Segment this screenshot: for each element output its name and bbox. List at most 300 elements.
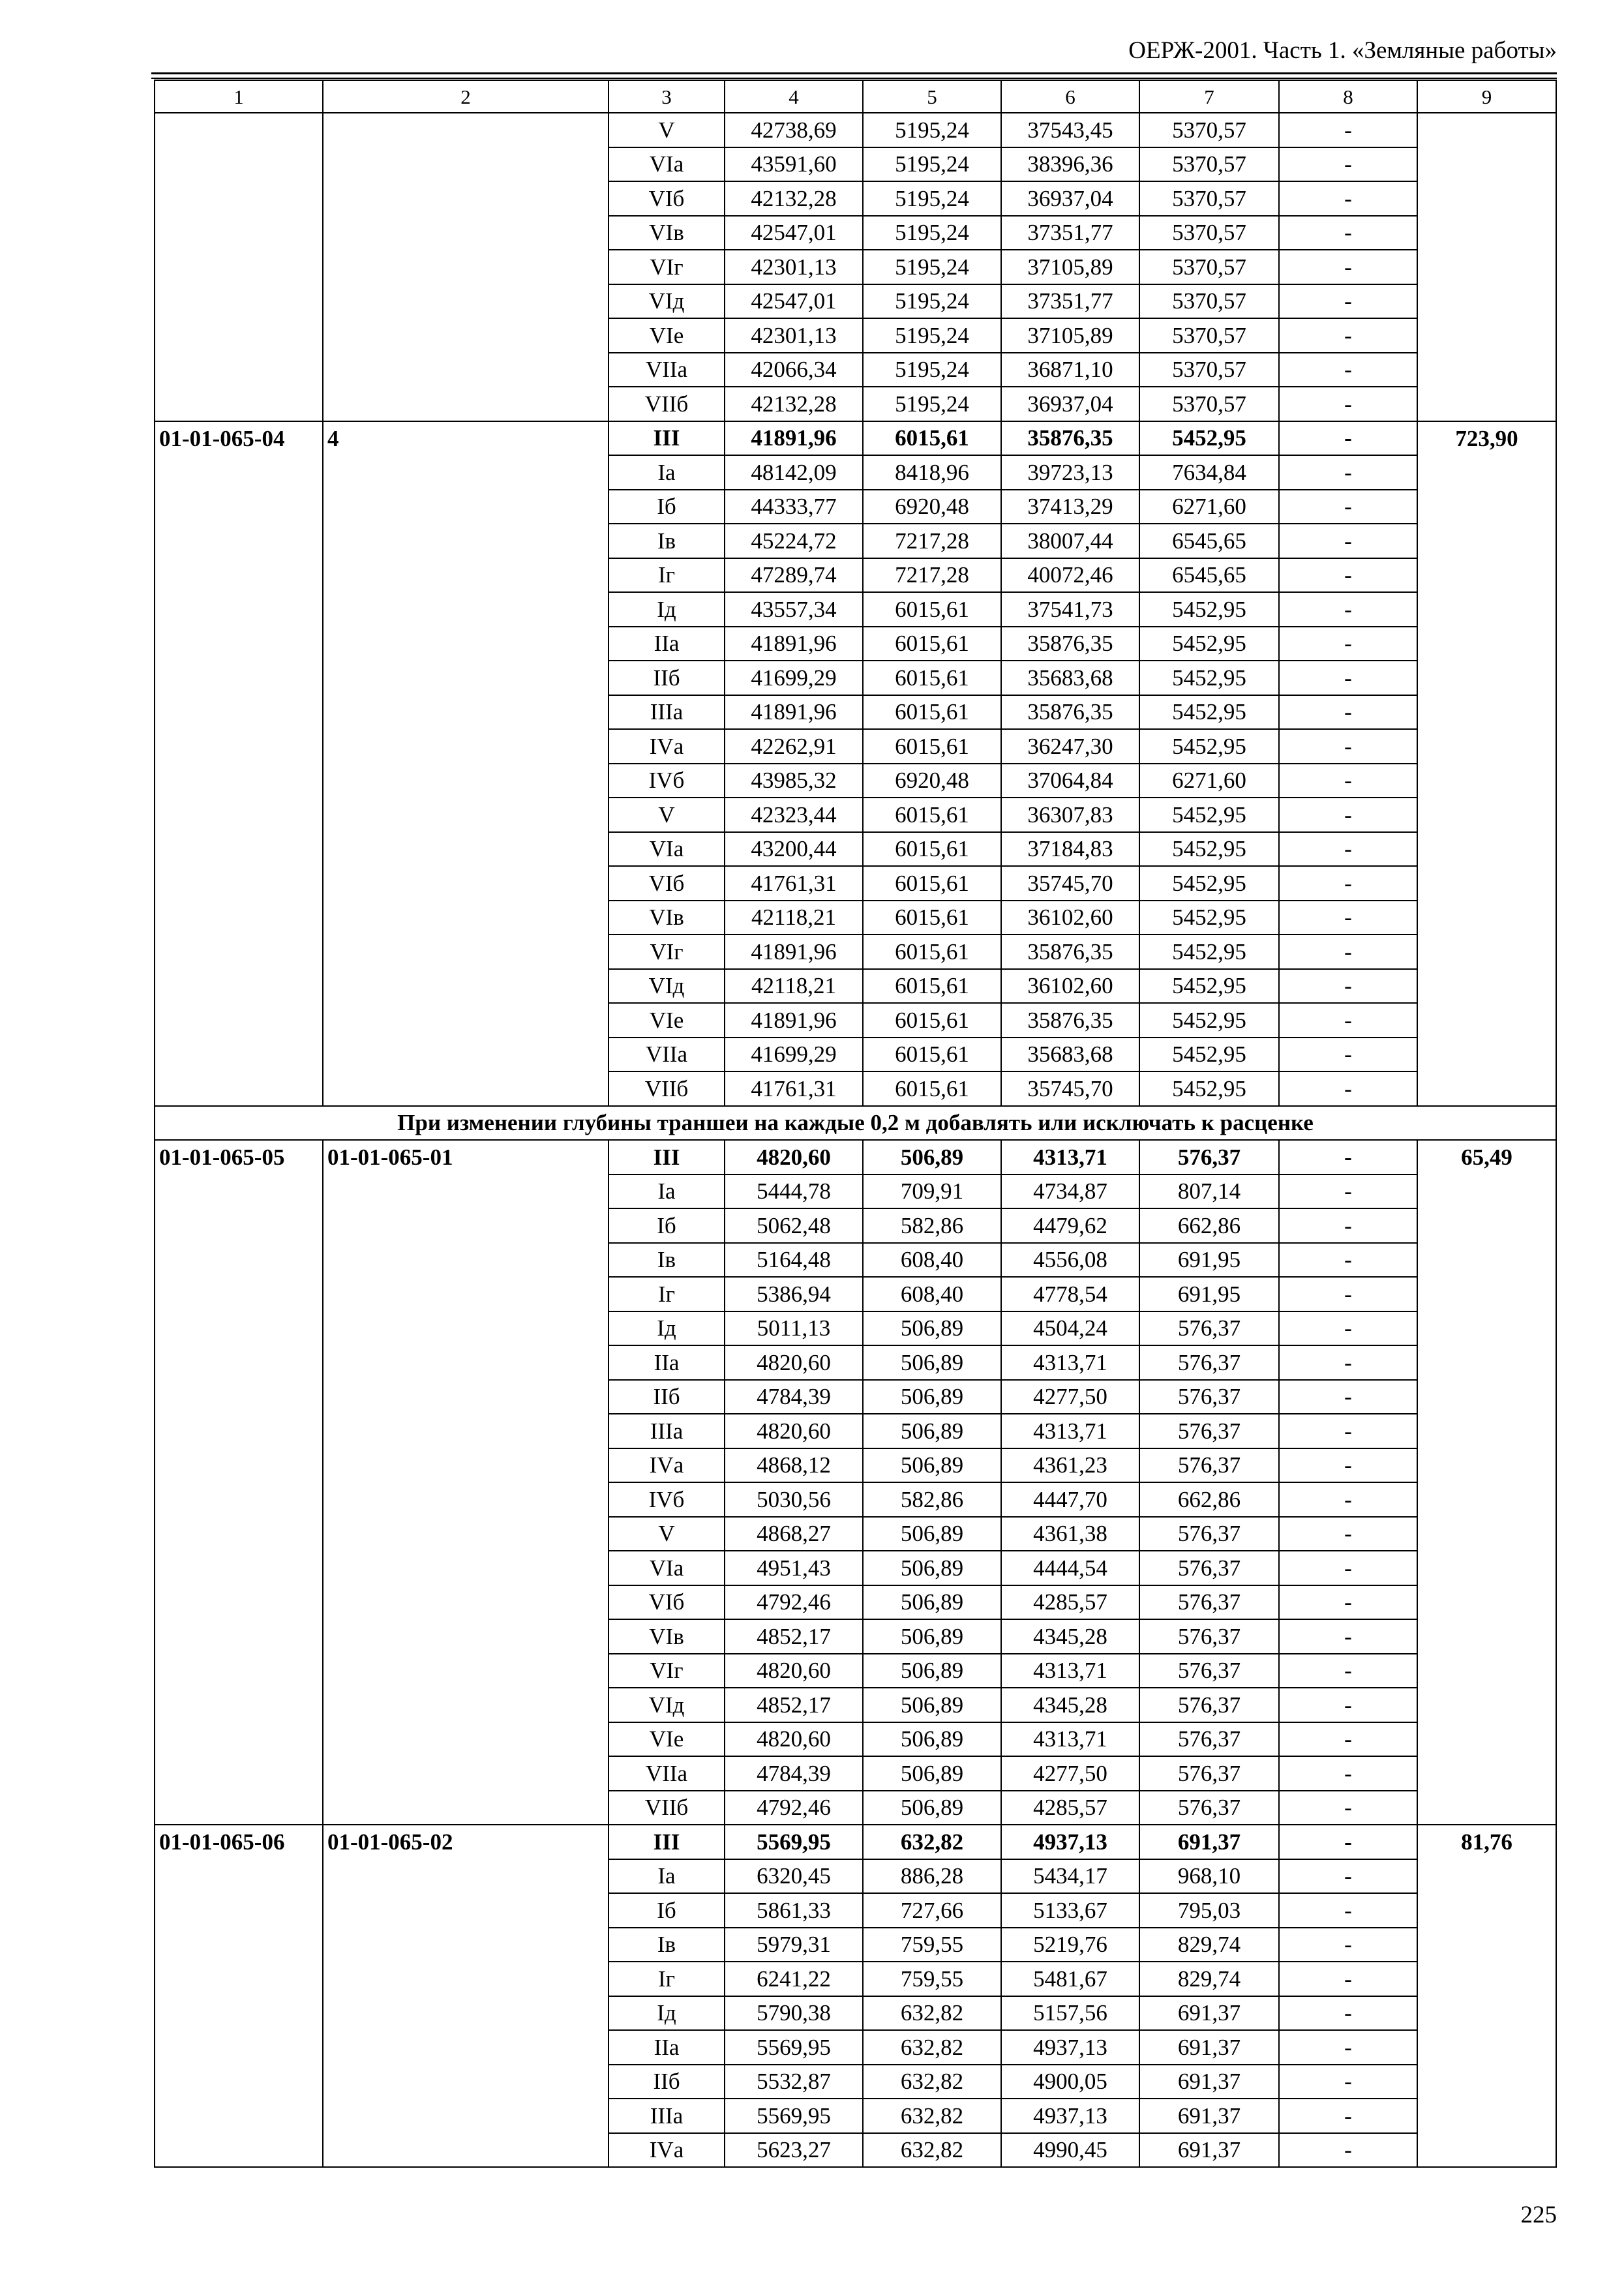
table-cell: 5370,57 [1139, 181, 1279, 216]
table-cell: - [1279, 1380, 1417, 1414]
table-cell: - [1279, 2133, 1417, 2168]
table-cell: 5195,24 [863, 387, 1001, 421]
table-cell: - [1279, 558, 1417, 593]
table-cell: 4556,08 [1001, 1243, 1139, 1278]
table-cell: 41699,29 [725, 661, 863, 695]
table-cell: 5370,57 [1139, 284, 1279, 319]
table-cell: VIа [609, 147, 725, 182]
table-cell: 727,66 [863, 1893, 1001, 1928]
table-cell: 36937,04 [1001, 181, 1139, 216]
table-cell: 35876,35 [1001, 695, 1139, 730]
table-cell: 5452,95 [1139, 866, 1279, 901]
table-cell: 43985,32 [725, 764, 863, 798]
table-cell: 35683,68 [1001, 1038, 1139, 1072]
table-cell: 4734,87 [1001, 1174, 1139, 1209]
table-cell: 36102,60 [1001, 969, 1139, 1004]
column-9-cell: 723,90 [1417, 421, 1556, 1106]
table-cell: 4778,54 [1001, 1277, 1139, 1311]
table-cell: 36871,10 [1001, 353, 1139, 387]
table-cell: 42118,21 [725, 901, 863, 935]
table-cell: 632,82 [863, 2030, 1001, 2065]
table-cell: 691,37 [1139, 2065, 1279, 2099]
table-cell: 7217,28 [863, 558, 1001, 593]
rate-code-cell [155, 113, 323, 421]
table-cell: VIб [609, 181, 725, 216]
table-cell: IIIа [609, 695, 725, 730]
table-cell: IIб [609, 1380, 725, 1414]
table-cell: - [1279, 798, 1417, 832]
table-cell: 506,89 [863, 1517, 1001, 1551]
table-cell: IIа [609, 2030, 725, 2065]
column-9-cell: 65,49 [1417, 1140, 1556, 1825]
table-cell: VIг [609, 935, 725, 969]
table-cell: Iа [609, 1859, 725, 1894]
table-cell: 6015,61 [863, 1003, 1001, 1038]
column-number-cell: 9 [1417, 80, 1556, 113]
table-cell: 5452,95 [1139, 798, 1279, 832]
table-cell: - [1279, 1654, 1417, 1688]
table-cell: - [1279, 2030, 1417, 2065]
table-cell: 5370,57 [1139, 113, 1279, 147]
table-cell: - [1279, 318, 1417, 353]
table-cell: VIв [609, 1619, 725, 1654]
table-cell: - [1279, 935, 1417, 969]
table-cell: 576,37 [1139, 1722, 1279, 1757]
table-cell: - [1279, 1311, 1417, 1346]
table-cell: 36937,04 [1001, 387, 1139, 421]
rate-basis-cell: 4 [323, 421, 609, 1106]
table-cell: 5195,24 [863, 113, 1001, 147]
table-cell: 4345,28 [1001, 1619, 1139, 1654]
table-cell: VIв [609, 901, 725, 935]
table-cell: VIе [609, 318, 725, 353]
table-cell: 42738,69 [725, 113, 863, 147]
table-cell: 35745,70 [1001, 866, 1139, 901]
table-cell: 4937,13 [1001, 2099, 1139, 2133]
table-cell: 5452,95 [1139, 695, 1279, 730]
table-cell: 576,37 [1139, 1380, 1279, 1414]
table-cell: 4285,57 [1001, 1585, 1139, 1620]
table-cell: - [1279, 1585, 1417, 1620]
table-cell: 6241,22 [725, 1962, 863, 1996]
table-cell: 4444,54 [1001, 1551, 1139, 1585]
table-cell: 691,37 [1139, 2099, 1279, 2133]
table-cell: 886,28 [863, 1859, 1001, 1894]
table-cell: 582,86 [863, 1208, 1001, 1243]
column-number-cell: 2 [323, 80, 609, 113]
table-cell: 576,37 [1139, 1517, 1279, 1551]
table-cell: 41761,31 [725, 1071, 863, 1106]
table-cell: - [1279, 1482, 1417, 1517]
table-cell: 4504,24 [1001, 1311, 1139, 1346]
table-cell: 4313,71 [1001, 1140, 1139, 1174]
table-cell: 37105,89 [1001, 318, 1139, 353]
table-cell: 4820,60 [725, 1722, 863, 1757]
table-cell: 42118,21 [725, 969, 863, 1004]
table-cell: 506,89 [863, 1448, 1001, 1483]
table-cell: VIа [609, 832, 725, 867]
table-cell: 608,40 [863, 1243, 1001, 1278]
column-number-cell: 8 [1279, 80, 1417, 113]
table-cell: 632,82 [863, 2133, 1001, 2168]
table-cell: 506,89 [863, 1654, 1001, 1688]
table-cell: 6015,61 [863, 901, 1001, 935]
table-cell: VIд [609, 284, 725, 319]
table-cell: 6271,60 [1139, 764, 1279, 798]
table-cell: - [1279, 1688, 1417, 1722]
table-cell: 6015,61 [863, 592, 1001, 627]
column-number-cell: 1 [155, 80, 323, 113]
table-cell: - [1279, 695, 1417, 730]
table-cell: 5452,95 [1139, 592, 1279, 627]
table-cell: 4313,71 [1001, 1654, 1139, 1688]
table-cell: 6320,45 [725, 1859, 863, 1894]
table-cell: - [1279, 524, 1417, 558]
table-cell: 38007,44 [1001, 524, 1139, 558]
table-cell: IIб [609, 2065, 725, 2099]
table-cell: 5623,27 [725, 2133, 863, 2168]
table-cell: - [1279, 1962, 1417, 1996]
table-cell: 5370,57 [1139, 147, 1279, 182]
table-cell: - [1279, 216, 1417, 250]
table-cell: 576,37 [1139, 1619, 1279, 1654]
table-cell: 37413,29 [1001, 490, 1139, 524]
table-cell: 829,74 [1139, 1928, 1279, 1962]
table-cell: 6015,61 [863, 627, 1001, 661]
table-cell: V [609, 113, 725, 147]
table-cell: 5452,95 [1139, 661, 1279, 695]
table-cell: 691,95 [1139, 1243, 1279, 1278]
table-cell: 4784,39 [725, 1756, 863, 1791]
table-cell: VIIа [609, 1038, 725, 1072]
table-cell: - [1279, 1208, 1417, 1243]
table-cell: 5370,57 [1139, 216, 1279, 250]
table-cell: 41891,96 [725, 421, 863, 456]
table-cell: 5569,95 [725, 2030, 863, 2065]
table-cell: IVа [609, 729, 725, 764]
table-cell: IVб [609, 764, 725, 798]
table-cell: 5452,95 [1139, 1038, 1279, 1072]
table-cell: 45224,72 [725, 524, 863, 558]
table-cell: Iв [609, 1928, 725, 1962]
table-cell: VIв [609, 216, 725, 250]
table-cell: VIб [609, 866, 725, 901]
table-cell: VIа [609, 1551, 725, 1585]
table-cell: 6015,61 [863, 729, 1001, 764]
table-cell: 7634,84 [1139, 455, 1279, 490]
table-cell: 35876,35 [1001, 935, 1139, 969]
table-cell: 5790,38 [725, 1996, 863, 2031]
table-cell: 576,37 [1139, 1688, 1279, 1722]
table-cell: 5532,87 [725, 2065, 863, 2099]
table-cell: 43557,34 [725, 592, 863, 627]
table-cell: 576,37 [1139, 1551, 1279, 1585]
table-cell: 6545,65 [1139, 558, 1279, 593]
table-cell: - [1279, 832, 1417, 867]
table-cell: 576,37 [1139, 1140, 1279, 1174]
table-cell: - [1279, 764, 1417, 798]
table-cell: - [1279, 1928, 1417, 1962]
table-cell: 5444,78 [725, 1174, 863, 1209]
table-cell: 5434,17 [1001, 1859, 1139, 1894]
table-cell: 506,89 [863, 1414, 1001, 1448]
table-cell: - [1279, 661, 1417, 695]
table-cell: - [1279, 1414, 1417, 1448]
table-cell: 5195,24 [863, 250, 1001, 284]
table-cell: - [1279, 627, 1417, 661]
table-cell: - [1279, 250, 1417, 284]
table-cell: V [609, 798, 725, 832]
table-cell: 8418,96 [863, 455, 1001, 490]
table-cell: 35876,35 [1001, 421, 1139, 456]
table-cell: 37105,89 [1001, 250, 1139, 284]
page-header-title: ОЕРЖ-2001. Часть 1. «Земляные работы» [1128, 37, 1557, 64]
table-cell: 5452,95 [1139, 1003, 1279, 1038]
table-cell: - [1279, 490, 1417, 524]
table-cell: 5569,95 [725, 2099, 863, 2133]
table-cell: - [1279, 1996, 1417, 2031]
rate-basis-cell: 01-01-065-01 [323, 1140, 609, 1825]
table-cell: 4361,38 [1001, 1517, 1139, 1551]
table-cell: Iа [609, 455, 725, 490]
table-cell: 5370,57 [1139, 250, 1279, 284]
table-cell: 576,37 [1139, 1311, 1279, 1346]
table-cell: 40072,46 [1001, 558, 1139, 593]
table-cell: 38396,36 [1001, 147, 1139, 182]
table-cell: - [1279, 1243, 1417, 1278]
table-cell: 6015,61 [863, 935, 1001, 969]
table-cell: 44333,77 [725, 490, 863, 524]
table-cell: 5979,31 [725, 1928, 863, 1962]
table-cell: 5062,48 [725, 1208, 863, 1243]
table-cell: Iб [609, 490, 725, 524]
table-cell: 576,37 [1139, 1791, 1279, 1825]
column-number-cell: 3 [609, 80, 725, 113]
table-cell: Iг [609, 1962, 725, 1996]
table-cell: VIе [609, 1722, 725, 1757]
table-cell: 39723,13 [1001, 455, 1139, 490]
table-cell: 35745,70 [1001, 1071, 1139, 1106]
table-cell: - [1279, 1517, 1417, 1551]
table-cell: 5157,56 [1001, 1996, 1139, 2031]
table-cell: 4868,27 [725, 1517, 863, 1551]
table-cell: 968,10 [1139, 1859, 1279, 1894]
table-cell: 5195,24 [863, 216, 1001, 250]
table-cell: 36307,83 [1001, 798, 1139, 832]
table-cell: 4990,45 [1001, 2133, 1139, 2168]
table-cell: 576,37 [1139, 1345, 1279, 1380]
table-cell: 6015,61 [863, 421, 1001, 456]
table-cell: 5195,24 [863, 318, 1001, 353]
table-cell: 42301,13 [725, 250, 863, 284]
table-cell: 5481,67 [1001, 1962, 1139, 1996]
table-cell: - [1279, 1859, 1417, 1894]
table-cell: Iд [609, 1311, 725, 1346]
table-cell: 35876,35 [1001, 1003, 1139, 1038]
table-cell: IIа [609, 1345, 725, 1380]
table-cell: 4313,71 [1001, 1414, 1139, 1448]
column-9-cell [1417, 113, 1556, 421]
table-cell: 662,86 [1139, 1208, 1279, 1243]
table-cell: Iв [609, 1243, 725, 1278]
table-cell: 5370,57 [1139, 387, 1279, 421]
table-cell: - [1279, 1722, 1417, 1757]
table-cell: - [1279, 181, 1417, 216]
table-cell: 41891,96 [725, 1003, 863, 1038]
table-cell: 6271,60 [1139, 490, 1279, 524]
table-cell: 5011,13 [725, 1311, 863, 1346]
table-cell: 6015,61 [863, 832, 1001, 867]
table-cell: 5219,76 [1001, 1928, 1139, 1962]
table-cell: 662,86 [1139, 1482, 1279, 1517]
rates-table [154, 80, 1557, 2168]
page-number: 225 [1520, 2202, 1557, 2228]
table-cell: - [1279, 1174, 1417, 1209]
table-cell: 4852,17 [725, 1619, 863, 1654]
rate-basis-cell: 01-01-065-02 [323, 1825, 609, 2167]
table-cell: 691,37 [1139, 1825, 1279, 1859]
table-cell: 759,55 [863, 1928, 1001, 1962]
table-cell: 43591,60 [725, 147, 863, 182]
table-cell: VIе [609, 1003, 725, 1038]
table-cell: 4277,50 [1001, 1756, 1139, 1791]
table-cell: 506,89 [863, 1791, 1001, 1825]
table-cell: Iд [609, 592, 725, 627]
table-cell: 5195,24 [863, 353, 1001, 387]
table-cell: 35876,35 [1001, 627, 1139, 661]
table-cell: - [1279, 421, 1417, 456]
table-cell: 4900,05 [1001, 2065, 1139, 2099]
table-cell: - [1279, 1619, 1417, 1654]
table-cell: 4447,70 [1001, 1482, 1139, 1517]
table-cell: 36247,30 [1001, 729, 1139, 764]
table-cell: IVб [609, 1482, 725, 1517]
table-cell: 42323,44 [725, 798, 863, 832]
table-cell: VIIб [609, 387, 725, 421]
table-cell: 5370,57 [1139, 353, 1279, 387]
table-cell: VIг [609, 250, 725, 284]
table-cell: 632,82 [863, 2099, 1001, 2133]
table-cell: 4852,17 [725, 1688, 863, 1722]
table-cell: 6015,61 [863, 695, 1001, 730]
table-cell: 41891,96 [725, 627, 863, 661]
table-cell: IIа [609, 627, 725, 661]
table-cell: 4285,57 [1001, 1791, 1139, 1825]
table-cell: 795,03 [1139, 1893, 1279, 1928]
table-cell: 632,82 [863, 1825, 1001, 1859]
table-cell: 6920,48 [863, 764, 1001, 798]
table-cell: Iа [609, 1174, 725, 1209]
table-cell: 48142,09 [725, 455, 863, 490]
table-cell: IIб [609, 661, 725, 695]
table-cell: 4313,71 [1001, 1345, 1139, 1380]
table-cell: - [1279, 147, 1417, 182]
section-note-row [155, 1106, 1556, 1141]
table-cell: 41891,96 [725, 695, 863, 730]
table-cell: 506,89 [863, 1619, 1001, 1654]
header-rule-thin [151, 78, 1557, 79]
table-cell: 691,37 [1139, 2030, 1279, 2065]
table-cell: 709,91 [863, 1174, 1001, 1209]
table-cell: 691,37 [1139, 2133, 1279, 2168]
table-cell: VIд [609, 969, 725, 1004]
table-cell: 5452,95 [1139, 901, 1279, 935]
section-note: При изменении глубины траншеи на каждые 0,2 м добавлять или исключать к расценке [155, 1106, 1556, 1141]
table-cell: - [1279, 1825, 1417, 1859]
table-cell: 5030,56 [725, 1482, 863, 1517]
table-cell: 5569,95 [725, 1825, 863, 1859]
table-cell: 576,37 [1139, 1585, 1279, 1620]
table-cell: 5452,95 [1139, 832, 1279, 867]
table-row [155, 421, 1556, 456]
table-cell: Iг [609, 1277, 725, 1311]
rate-code-cell: 01-01-065-05 [155, 1140, 323, 1825]
table-cell: 807,14 [1139, 1174, 1279, 1209]
table-row [155, 1140, 1556, 1174]
table-cell: - [1279, 1071, 1417, 1106]
table-cell: - [1279, 387, 1417, 421]
table-cell: 41699,29 [725, 1038, 863, 1072]
table-cell: 4361,23 [1001, 1448, 1139, 1483]
table-cell: 42262,91 [725, 729, 863, 764]
table-cell: - [1279, 1140, 1417, 1174]
table-cell: Iг [609, 558, 725, 593]
table-cell: 42132,28 [725, 387, 863, 421]
table-cell: 42547,01 [725, 216, 863, 250]
table-cell: VIIа [609, 1756, 725, 1791]
table-cell: 576,37 [1139, 1448, 1279, 1483]
table-cell: 6015,61 [863, 798, 1001, 832]
table-cell: 829,74 [1139, 1962, 1279, 1996]
table-cell: 6015,61 [863, 866, 1001, 901]
table-cell: 506,89 [863, 1311, 1001, 1346]
header-rule [151, 72, 1557, 74]
table-cell: 37541,73 [1001, 592, 1139, 627]
table-cell: 4937,13 [1001, 1825, 1139, 1859]
table-cell: 506,89 [863, 1345, 1001, 1380]
table-cell: 506,89 [863, 1722, 1001, 1757]
table-cell: 4784,39 [725, 1380, 863, 1414]
table-cell: 37064,84 [1001, 764, 1139, 798]
table-row [155, 113, 1556, 147]
table-cell: - [1279, 729, 1417, 764]
table-cell: 4792,46 [725, 1791, 863, 1825]
table-cell: 5861,33 [725, 1893, 863, 1928]
table-cell: 6015,61 [863, 1038, 1001, 1072]
table-cell: 5195,24 [863, 181, 1001, 216]
table-cell: 632,82 [863, 2065, 1001, 2099]
table-cell: 6015,61 [863, 1071, 1001, 1106]
table-cell: 582,86 [863, 1482, 1001, 1517]
table-cell: 42132,28 [725, 181, 863, 216]
column-number-cell: 5 [863, 80, 1001, 113]
table-cell: 4820,60 [725, 1345, 863, 1380]
table-cell: 6015,61 [863, 969, 1001, 1004]
table-cell: - [1279, 284, 1417, 319]
table-cell: Iд [609, 1996, 725, 2031]
rate-code-cell: 01-01-065-06 [155, 1825, 323, 2167]
table-cell: 576,37 [1139, 1756, 1279, 1791]
table-cell: 41761,31 [725, 866, 863, 901]
table-cell: 506,89 [863, 1551, 1001, 1585]
table-cell: 6920,48 [863, 490, 1001, 524]
table-cell: VIг [609, 1654, 725, 1688]
table-cell: 5452,95 [1139, 969, 1279, 1004]
table-cell: 42301,13 [725, 318, 863, 353]
table-cell: 4951,43 [725, 1551, 863, 1585]
table-cell: 4313,71 [1001, 1722, 1139, 1757]
table-cell: - [1279, 1038, 1417, 1072]
